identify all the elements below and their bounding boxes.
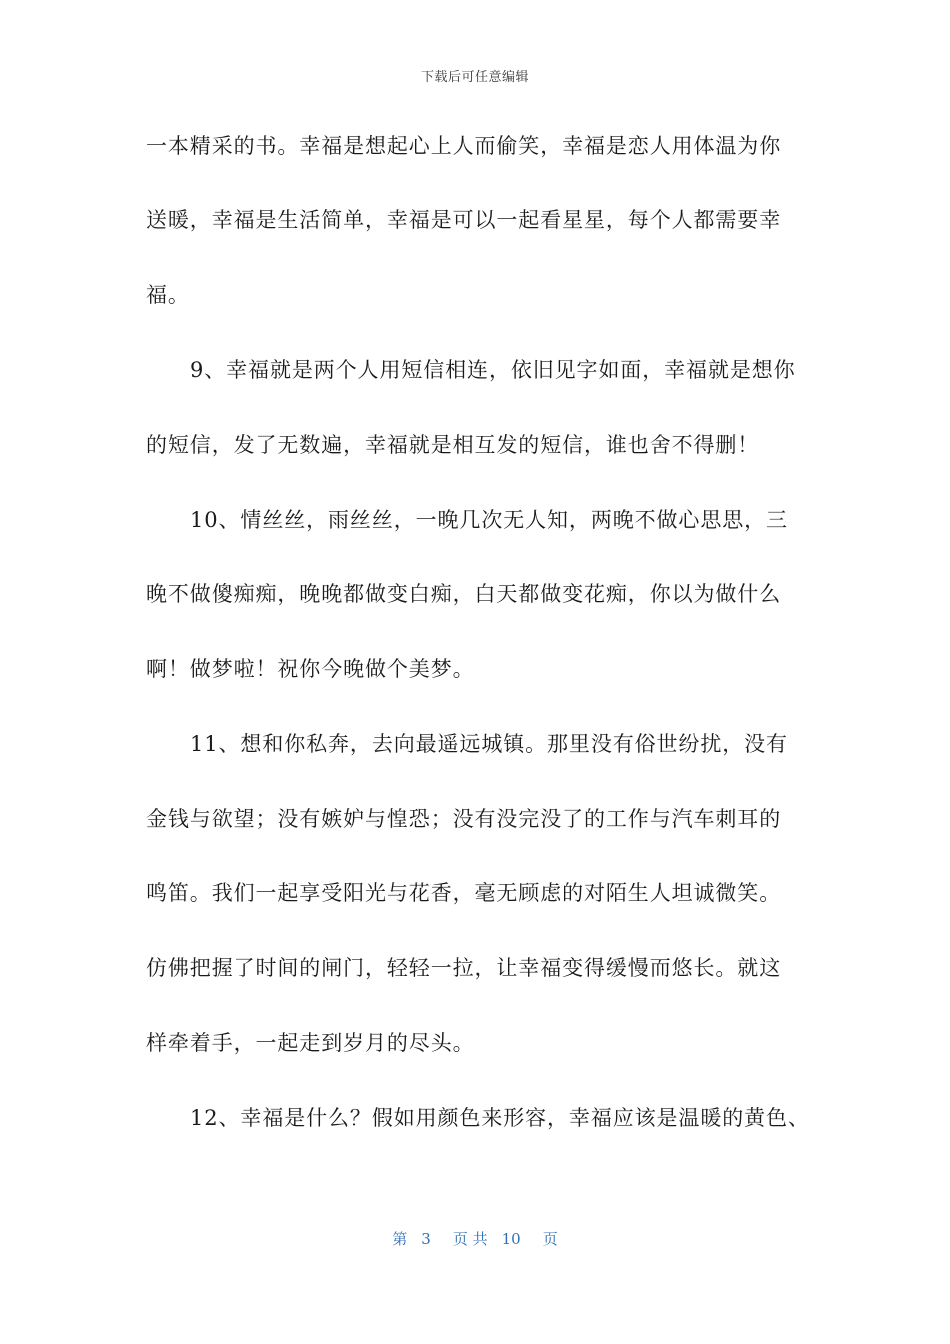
body-line-6: 10、情丝丝，雨丝丝，一晚几次无人知，两晚不做心思思，三	[190, 508, 788, 532]
body-line-7: 晚不做傻痴痴，晚晚都做变白痴，白天都做变花痴，你以为做什么	[146, 582, 782, 606]
body-line-3: 福。	[146, 283, 190, 307]
footer-page-number: 3	[421, 1230, 431, 1248]
body-line-8: 啊！做梦啦！祝你今晚做个美梦。	[146, 657, 475, 681]
page-footer	[0, 1228, 950, 1249]
body-line-2: 送暖，幸福是生活简单，幸福是可以一起看星星，每个人都需要幸	[146, 208, 782, 232]
body-line-13: 样牵着手，一起走到岁月的尽头。	[146, 1031, 475, 1055]
body-line-9: 11、想和你私奔，去向最遥远城镇。那里没有俗世纷扰，没有	[190, 732, 788, 756]
body-line-14: 12、幸福是什么？假如用颜色来形容，幸福应该是温暖的黄色、	[190, 1106, 810, 1130]
body-line-5: 的短信，发了无数遍，幸福就是相互发的短信，谁也舍不得删！	[146, 433, 760, 457]
body-line-1: 一本精采的书。幸福是想起心上人而偷笑，幸福是恋人用体温为你	[146, 134, 782, 158]
body-line-4: 9、幸福就是两个人用短信相连，依旧见字如面，幸福就是想你	[190, 358, 796, 382]
footer-prefix: 第	[392, 1230, 408, 1248]
footer-suffix: 页	[542, 1230, 558, 1248]
footer-total-pages: 10	[501, 1230, 521, 1248]
body-line-10: 金钱与欲望；没有嫉妒与惶恐；没有没完没了的工作与汽车刺耳的	[146, 807, 782, 831]
body-line-12: 仿佛把握了时间的闸门，轻轻一拉，让幸福变得缓慢而悠长。就这	[146, 956, 782, 980]
footer-middle: 页 共	[452, 1230, 488, 1248]
page-header: 下载后可任意编辑	[420, 70, 529, 85]
body-line-11: 鸣笛。我们一起享受阳光与花香，毫无顾虑的对陌生人坦诚微笑。	[146, 881, 782, 905]
